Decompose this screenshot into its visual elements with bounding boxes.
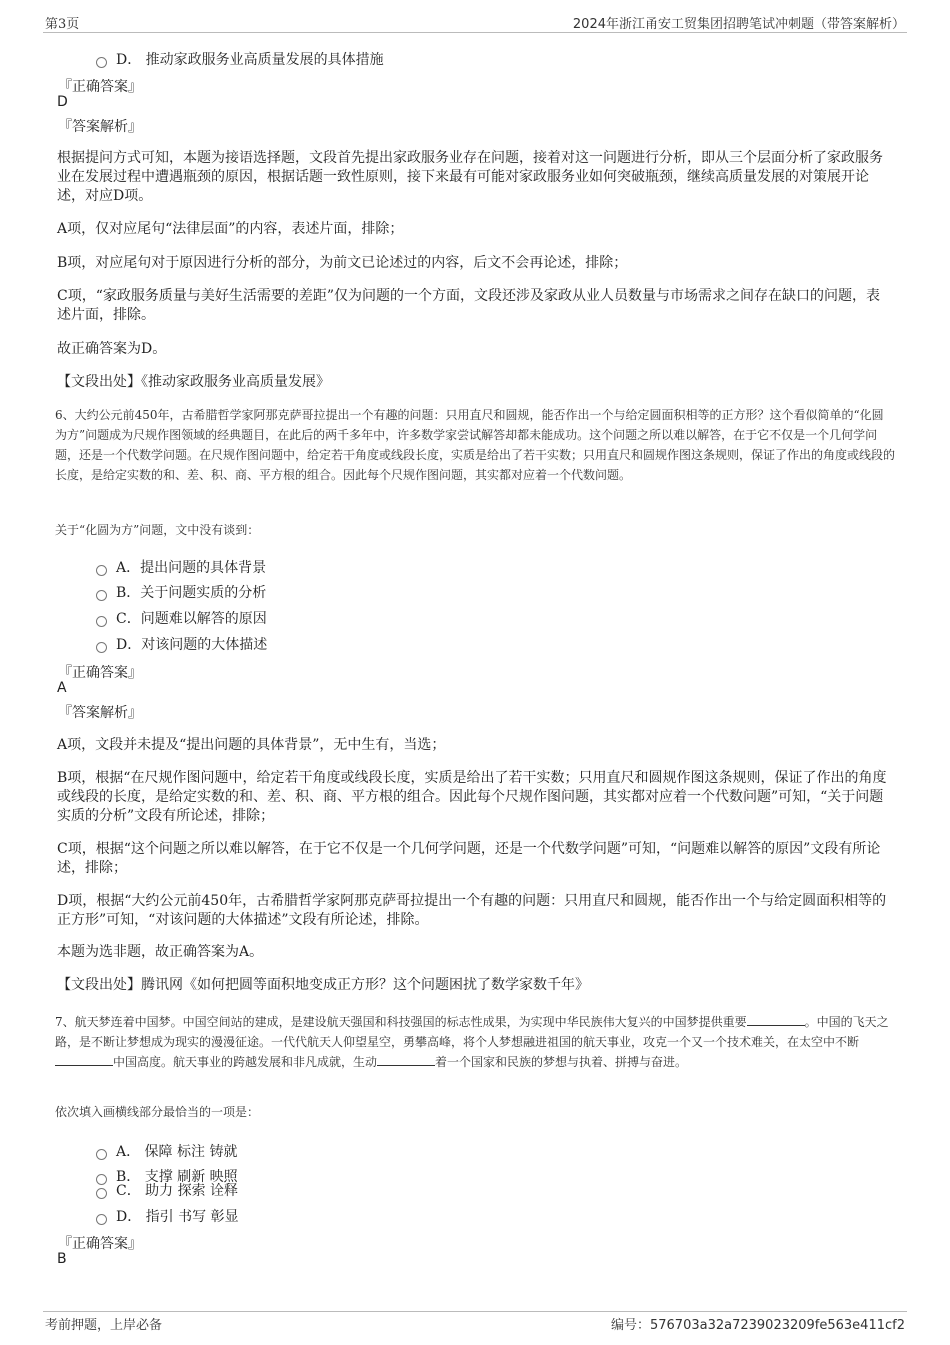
q5-analysis-label: 『答案解析』 — [58, 119, 142, 135]
fill-blank-1 — [747, 1013, 805, 1026]
q6-analysis-conclusion: 本题为选非题，故正确答案为A。 — [57, 944, 264, 960]
radio-icon[interactable] — [96, 565, 107, 576]
document-title: 2024年浙江甬安工贸集团招聘笔试冲刺题（带答案解析） — [572, 17, 905, 32]
q7-option-c[interactable]: C． 助力 探索 诠释 — [96, 1180, 238, 1200]
q6-option-d[interactable]: D．对该问题的大体描述 — [96, 634, 267, 654]
q6-answer-label: 『正确答案』 — [58, 665, 142, 681]
radio-icon[interactable] — [96, 57, 107, 68]
q5-answer: D — [57, 94, 68, 110]
document-serial: 编号：576703a32a7239023209fe563e411cf2 — [610, 1318, 905, 1333]
q5-option-d[interactable]: D． 推动家政服务业高质量发展的具体措施 — [96, 49, 384, 69]
footer-slogan: 考前押题，上岸必备 — [45, 1318, 163, 1333]
q6-option-b[interactable]: B．关于问题实质的分析 — [96, 582, 266, 602]
q5-analysis-para-1: 根据提问方式可知，本题为接语选择题，文段首先提出家政服务业存在问题，接着对这一问题进行分析，即从三个层面分析了家政服务业在发展过程中遭遇瓶颈的原因，根据话题一致性原则，接下来最有可能对家政服务业如何突破瓶颈，继续高质量发展的对策展开论述，对应D项。 — [57, 150, 883, 204]
fill-blank-2 — [55, 1053, 113, 1066]
radio-icon[interactable] — [96, 1149, 107, 1160]
fill-blank-3 — [377, 1053, 435, 1066]
q6-analysis-c: C项，根据“这个问题之所以难以解答，在于它不仅是一个几何学问题，还是一个代数学问题”可知，“问题难以解答的原因”文段有所论述，排除； — [57, 841, 881, 876]
q7-answer-label: 『正确答案』 — [58, 1236, 142, 1252]
q5-answer-label: 『正确答案』 — [58, 79, 142, 95]
q7-question: 依次填入画横线部分最恰当的一项是： — [55, 1105, 260, 1119]
q5-source: 【文段出处】《推动家政服务业高质量发展》 — [57, 374, 330, 390]
q7-option-a[interactable]: A． 保障 标注 铸就 — [96, 1141, 237, 1161]
q6-stem: 6、大约公元前450年，古希腊哲学家阿那克萨哥拉提出一个有趣的问题：只用直尺和圆规，能否作出一个与给定圆面积相等的正方形？这个看似简单的“化圆为方”问题成为尺规作图领域的经典题目，在此后的两千多年中，许多数学家尝试解答却都未能成功。这个问题之所以难以解答，在于它不仅是一个几何学问题，还是一个代数学问题。在尺规作图问题中，给定若干角度或线段长度，实质是给出了若干实数；只用直尺和圆规作图这条规则，保证了作出的角度或线段的长度，是给定实数的和、差、积、商、平方根的组合。因此每个尺规作图问题，其实都对应着一个代数问题。 — [55, 408, 896, 482]
radio-icon[interactable] — [96, 1214, 107, 1225]
q5-analysis-para-2: A项，仅对应尾句“法律层面”的内容，表述片面，排除； — [57, 221, 404, 237]
radio-icon[interactable] — [96, 1188, 107, 1199]
q5-analysis-para-4: C项，“家政服务质量与美好生活需要的差距”仅为问题的一个方面，文段还涉及家政从业人员数量与市场需求之间存在缺口的问题，表述片面，排除。 — [57, 288, 881, 323]
q5-analysis-para-3: B项，对应尾句对于原因进行分析的部分，为前文已论述过的内容，后文不会再论述，排除； — [57, 255, 628, 271]
q6-option-a[interactable]: A．提出问题的具体背景 — [96, 557, 266, 577]
footer-divider — [43, 1311, 907, 1312]
q5-analysis-conclusion: 故正确答案为D。 — [57, 341, 167, 357]
q7-option-b[interactable]: B． 支撑 刷新 映照 — [96, 1166, 238, 1186]
radio-icon[interactable] — [96, 616, 107, 627]
q6-option-c[interactable]: C．问题难以解答的原因 — [96, 608, 267, 628]
q6-analysis-d: D项，根据“大约公元前450年，古希腊哲学家阿那克萨哥拉提出一个有趣的问题：只用直尺和圆规，能否作出一个与给定圆面积相等的正方形”可知，“对该问题的大体描述”文段有所论述，排除。 — [57, 893, 887, 928]
radio-icon[interactable] — [96, 642, 107, 653]
q6-answer: A — [57, 680, 67, 696]
radio-icon[interactable] — [96, 590, 107, 601]
q6-analysis-b: B项，根据“在尺规作图问题中，给定若干角度或线段长度，实质是给出了若干实数；只用直尺和圆规作图这条规则，保证了作出的角度或线段的长度，是给定实数的和、差、积、商、平方根的组合。因此每个尺规作图问题，其实都对应着一个代数问题”可知，“关于问题实质的分析”文段有所论述，排除； — [57, 770, 887, 824]
q6-analysis-label: 『答案解析』 — [58, 705, 142, 721]
q7-answer: B — [57, 1251, 67, 1267]
q6-question: 关于“化圆为方”问题，文中没有谈到： — [55, 523, 260, 537]
q6-source: 【文段出处】腾讯网《如何把圆等面积地变成正方形？这个问题困扰了数学家数千年》 — [57, 977, 589, 993]
q7-stem: 7、航天梦连着中国梦。中国空间站的建成，是建设航天强国和科技强国的标志性成果，为实现中华民族伟大复兴的中国梦提供重要 。中国的飞天之路，是不断让梦想成为现实的漫漫征途。一代代航天人仰望星空，勇攀高峰，将个人梦想融进祖国的航天事业，攻克一个又一个技术难关，在太空中不断中国高度。航天事业的跨越发展和非凡成就，生动 着一个国家和民族的梦想与执着、拼搏与奋进。 — [55, 1015, 889, 1069]
header-divider — [43, 32, 907, 33]
q7-option-d[interactable]: D． 指引 书写 彰显 — [96, 1206, 239, 1226]
page-number: 第3页 — [45, 17, 80, 32]
q6-analysis-a: A项，文段并未提及“提出问题的具体背景”，无中生有，当选； — [57, 737, 446, 753]
